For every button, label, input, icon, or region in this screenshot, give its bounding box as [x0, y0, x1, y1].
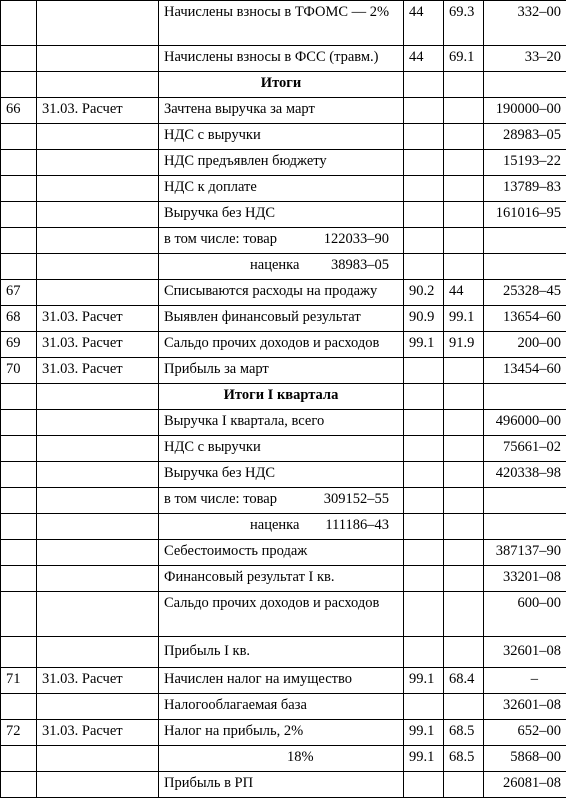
section-title: Итоги [159, 72, 404, 98]
entry-credit [444, 514, 484, 540]
entry-credit [444, 637, 484, 668]
entry-number [1, 124, 37, 150]
entry-sum: 200–00 [484, 332, 566, 358]
entry-debit [404, 176, 444, 202]
entry-credit: 69.3 [444, 1, 484, 46]
entry-debit [404, 540, 444, 566]
entry-date: 31.03. Расчет [37, 98, 159, 124]
entry-debit: 99.1 [404, 720, 444, 746]
entry-debit [404, 228, 444, 254]
table-row [1, 150, 566, 176]
entry-debit [404, 772, 444, 798]
entry-date [37, 176, 159, 202]
table-row [1, 720, 566, 746]
entry-date [37, 488, 159, 514]
table-row [1, 254, 566, 280]
entry-date [37, 514, 159, 540]
entry-credit: 68.5 [444, 746, 484, 772]
entry-number [1, 436, 37, 462]
entry-operation: Начислены взносы в ФСС (травм.) [159, 46, 404, 72]
entry-sum: 387137–90 [484, 540, 566, 566]
entry-debit [404, 462, 444, 488]
breakdown-value: 122033–90 [323, 231, 389, 247]
entry-credit [444, 358, 484, 384]
entry-number [1, 637, 37, 668]
entry-number: 71 [1, 668, 37, 694]
entry-credit [444, 436, 484, 462]
table-row [1, 566, 566, 592]
entry-date [37, 462, 159, 488]
entry-date [37, 280, 159, 306]
entry-sum: 652–00 [484, 720, 566, 746]
entry-credit: 44 [444, 280, 484, 306]
entry-debit [404, 124, 444, 150]
entry-operation: Прибыль за март [159, 358, 404, 384]
entry-sum: 33–20 [484, 46, 566, 72]
entry-debit [404, 566, 444, 592]
table-row [1, 332, 566, 358]
entry-date: 31.03. Расчет [37, 306, 159, 332]
entry-debit [404, 514, 444, 540]
table-row [1, 124, 566, 150]
entry-date [37, 254, 159, 280]
entry-credit: 68.5 [444, 720, 484, 746]
entry-credit: 69.1 [444, 46, 484, 72]
entry-number [1, 540, 37, 566]
entry-number [1, 514, 37, 540]
entry-credit [444, 254, 484, 280]
entry-operation: Выручка I квартала, всего [159, 410, 404, 436]
entry-operation: НДС с выручки [159, 436, 404, 462]
entry-number: 69 [1, 332, 37, 358]
entry-date [37, 46, 159, 72]
entry-operation: Начислен налог на имущество [159, 668, 404, 694]
section-title: Итоги I квартала [159, 384, 404, 410]
entry-number [1, 228, 37, 254]
entry-date [37, 540, 159, 566]
entry-credit [444, 772, 484, 798]
entry-debit: 44 [404, 1, 444, 46]
entry-operation: Списываются расходы на продажу [159, 280, 404, 306]
entry-sum [484, 488, 566, 514]
entry-operation: 18% [159, 746, 404, 772]
table-row [1, 306, 566, 332]
entry-debit [404, 436, 444, 462]
entry-debit [404, 410, 444, 436]
entry-sum: 13454–60 [484, 358, 566, 384]
entry-number [1, 176, 37, 202]
entry-sum: 13654–60 [484, 306, 566, 332]
entry-debit [404, 694, 444, 720]
breakdown-label: наценка [250, 517, 300, 533]
entry-debit [404, 637, 444, 668]
table-row [1, 514, 566, 540]
entry-date: 31.03. Расчет [37, 332, 159, 358]
entry-number [1, 566, 37, 592]
entry-operation: Выручка без НДС [159, 462, 404, 488]
table-row [1, 694, 566, 720]
entry-sum [484, 514, 566, 540]
entry-sum [484, 228, 566, 254]
entry-breakdown [159, 228, 404, 254]
entry-sum: 25328–45 [484, 280, 566, 306]
table-row [1, 592, 566, 637]
entry-number [1, 488, 37, 514]
entry-credit [444, 150, 484, 176]
entry-sum: 28983–05 [484, 124, 566, 150]
entry-operation: Налогооблагаемая база [159, 694, 404, 720]
entry-operation: Выявлен финансовый результат [159, 306, 404, 332]
entry-sum: 5868–00 [484, 746, 566, 772]
entry-number [1, 746, 37, 772]
entry-debit [404, 358, 444, 384]
entry-operation: НДС к доплате [159, 176, 404, 202]
table-row [1, 540, 566, 566]
entry-sum: 33201–08 [484, 566, 566, 592]
entry-credit [444, 410, 484, 436]
entry-date [37, 436, 159, 462]
entry-sum: 161016–95 [484, 202, 566, 228]
entry-credit [444, 488, 484, 514]
table-row [1, 46, 566, 72]
section-row [1, 72, 566, 98]
table-row [1, 410, 566, 436]
table-row [1, 98, 566, 124]
entry-date [37, 746, 159, 772]
table-row [1, 228, 566, 254]
entry-credit: 68.4 [444, 668, 484, 694]
entry-number [1, 46, 37, 72]
entry-credit [444, 566, 484, 592]
entry-sum: 15193–22 [484, 150, 566, 176]
entry-debit [404, 592, 444, 637]
entry-operation: НДС с выручки [159, 124, 404, 150]
entry-credit [444, 694, 484, 720]
entry-number: 68 [1, 306, 37, 332]
table-row [1, 668, 566, 694]
entry-number [1, 462, 37, 488]
section-row [1, 384, 566, 410]
entry-date [37, 410, 159, 436]
table-row [1, 1, 566, 46]
entry-sum: 190000–00 [484, 98, 566, 124]
table-row [1, 358, 566, 384]
entry-date [37, 124, 159, 150]
entry-date: 31.03. Расчет [37, 358, 159, 384]
breakdown-label: наценка [250, 257, 300, 273]
entry-date [37, 592, 159, 637]
entry-number: 67 [1, 280, 37, 306]
entry-credit [444, 462, 484, 488]
entry-operation: Выручка без НДС [159, 202, 404, 228]
table-row [1, 746, 566, 772]
entry-debit [404, 254, 444, 280]
entry-date [37, 228, 159, 254]
entry-breakdown [159, 254, 404, 280]
entry-debit [404, 150, 444, 176]
entry-credit [444, 124, 484, 150]
entry-credit [444, 592, 484, 637]
table-row [1, 488, 566, 514]
entry-number [1, 592, 37, 637]
entry-credit [444, 228, 484, 254]
entry-date [37, 637, 159, 668]
entry-operation: Прибыль в РП [159, 772, 404, 798]
entry-credit: 91.9 [444, 332, 484, 358]
entry-credit [444, 202, 484, 228]
table-row [1, 462, 566, 488]
table-row [1, 772, 566, 798]
table-row [1, 637, 566, 668]
entry-operation: Финансовый результат I кв. [159, 566, 404, 592]
entry-number [1, 150, 37, 176]
entry-operation: Сальдо прочих доходов и расходов [159, 592, 404, 637]
table-row [1, 202, 566, 228]
entry-credit: 99.1 [444, 306, 484, 332]
entry-sum: 420338–98 [484, 462, 566, 488]
entry-number: 70 [1, 358, 37, 384]
table-row [1, 176, 566, 202]
entry-date [37, 566, 159, 592]
breakdown-value: 309152–55 [323, 491, 389, 507]
entry-operation: НДС предъявлен бюджету [159, 150, 404, 176]
entry-date [37, 772, 159, 798]
entry-date: 31.03. Расчет [37, 720, 159, 746]
entry-date [37, 694, 159, 720]
entry-sum: – [484, 668, 566, 694]
entry-debit: 99.1 [404, 332, 444, 358]
entry-date [37, 150, 159, 176]
entry-sum: 13789–83 [484, 176, 566, 202]
table-row [1, 280, 566, 306]
entry-sum: 496000–00 [484, 410, 566, 436]
entry-debit: 90.2 [404, 280, 444, 306]
entry-number [1, 694, 37, 720]
entry-debit: 99.1 [404, 746, 444, 772]
entry-debit [404, 488, 444, 514]
entry-debit: 44 [404, 46, 444, 72]
entry-sum: 32601–08 [484, 694, 566, 720]
ledger-body [1, 1, 566, 798]
entry-operation: Начислены взносы в ТФОМС — 2% [159, 1, 404, 46]
entry-number: 72 [1, 720, 37, 746]
entry-date [37, 1, 159, 46]
entry-date [37, 202, 159, 228]
entry-operation: Себестоимость продаж [159, 540, 404, 566]
entry-breakdown [159, 488, 404, 514]
breakdown-label: в том числе: товар [164, 491, 277, 507]
entry-sum: 26081–08 [484, 772, 566, 798]
entry-debit: 99.1 [404, 668, 444, 694]
entry-number [1, 1, 37, 46]
entry-date: 31.03. Расчет [37, 668, 159, 694]
entry-debit [404, 202, 444, 228]
entry-operation: Зачтена выручка за март [159, 98, 404, 124]
table-row [1, 436, 566, 462]
entry-credit [444, 540, 484, 566]
entry-sum: 32601–08 [484, 637, 566, 668]
entry-number [1, 254, 37, 280]
entry-debit [404, 98, 444, 124]
entry-operation: Прибыль I кв. [159, 637, 404, 668]
breakdown-label: в том числе: товар [164, 231, 277, 247]
entry-breakdown [159, 514, 404, 540]
entry-sum [484, 254, 566, 280]
entry-sum: 75661–02 [484, 436, 566, 462]
entry-number [1, 410, 37, 436]
entry-debit: 90.9 [404, 306, 444, 332]
entry-number [1, 202, 37, 228]
entry-number: 66 [1, 98, 37, 124]
breakdown-value: 111186–43 [325, 517, 389, 533]
entry-number [1, 772, 37, 798]
entry-operation: Сальдо прочих доходов и расходов [159, 332, 404, 358]
entry-credit [444, 98, 484, 124]
entry-credit [444, 176, 484, 202]
entry-sum: 332–00 [484, 1, 566, 46]
entry-sum: 600–00 [484, 592, 566, 637]
entry-operation: Налог на прибыль, 2% [159, 720, 404, 746]
breakdown-value: 38983–05 [331, 257, 389, 273]
